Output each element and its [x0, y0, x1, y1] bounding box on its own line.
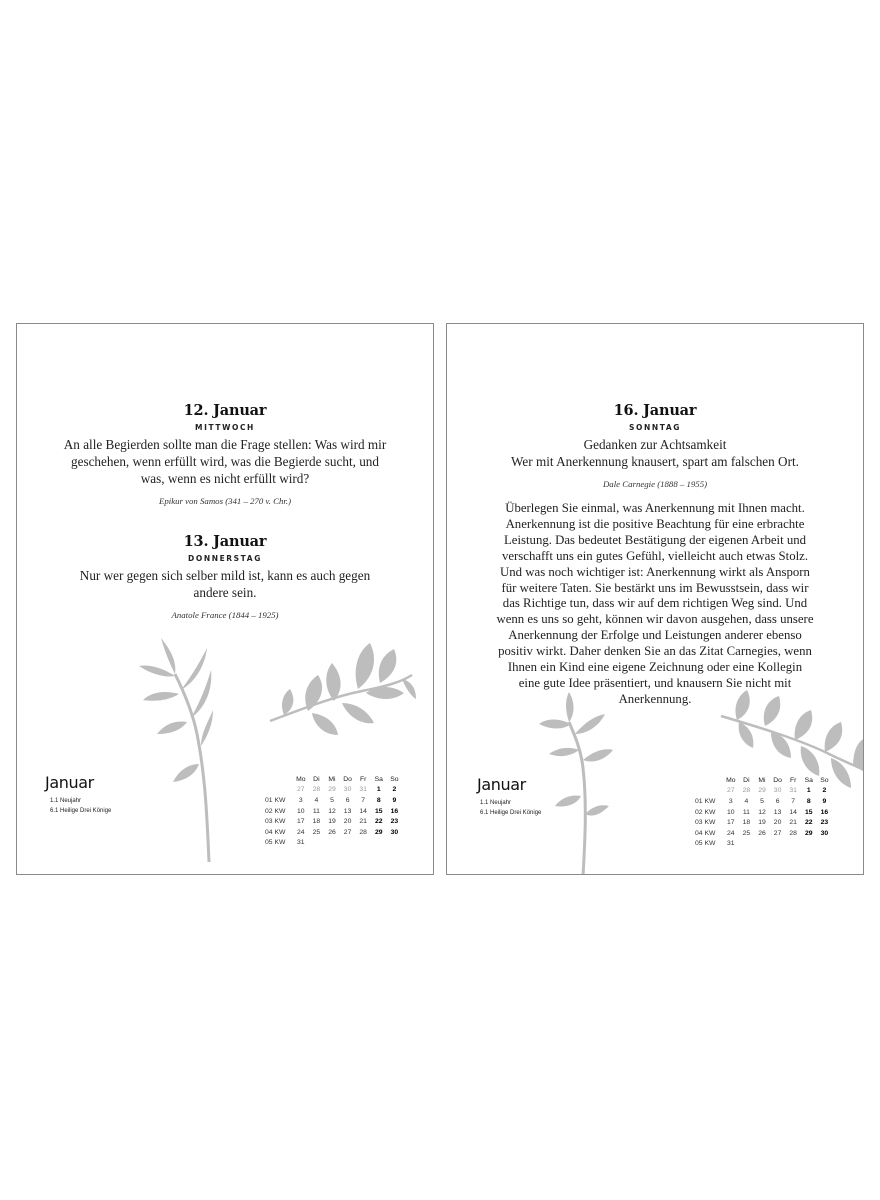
- calendar-day: 26: [758, 829, 766, 837]
- calendar-day: 13: [773, 808, 782, 816]
- reflection-line: Leistung. Das bedeutet Bestätigung der eigenen Arbeit und: [503, 532, 807, 547]
- quote-line: Gedanken zur Achtsamkeit: [583, 437, 727, 452]
- calendar-header-row: [695, 775, 832, 786]
- calendar-day: [754, 839, 770, 850]
- calendar-day: 12: [758, 808, 766, 816]
- calendar-weekday-header: Di: [743, 776, 750, 784]
- calendar-week-row: [695, 786, 832, 797]
- holiday-list: [50, 797, 111, 816]
- calendar-weekday-header: So: [820, 776, 829, 784]
- plant-stem-illustration: [535, 692, 615, 875]
- calendar-day: 12: [328, 807, 336, 815]
- calendar-day: 29: [804, 829, 813, 837]
- calendar-week-header: [695, 775, 723, 786]
- day-entry-12-januar: [17, 402, 433, 506]
- quote-line: andere sein.: [193, 585, 257, 600]
- calendar-day: 29: [374, 828, 383, 836]
- quote-author: Dale Carnegie (1888 – 1955): [602, 479, 708, 489]
- calendar-week-row: [265, 827, 402, 838]
- quote-line: was, wenn es nicht erfüllt wird?: [140, 471, 310, 486]
- holiday-list: [480, 799, 541, 818]
- calendar-day: 29: [758, 787, 766, 795]
- calendar-day: 9: [392, 796, 397, 804]
- reflection-line: verschafft uns ein gutes Gefühl, vielleicht auch etwas Stolz.: [501, 548, 809, 563]
- reflection-line: eine gute Idee präsentiert, und knausern Sie nicht mit: [518, 675, 792, 690]
- calendar-week-number: 01 KW: [695, 797, 716, 805]
- quote-line: Wer mit Anerkennung knausert, spart am falschen Ort.: [511, 454, 799, 469]
- calendar-day: 22: [804, 819, 813, 827]
- quote-line: Nur wer gegen sich selber mild ist, kann es auch gegen: [79, 568, 371, 583]
- calendar-weekday-header: Sa: [804, 776, 813, 784]
- calendar-week-row: [265, 816, 402, 827]
- calendar-day: 19: [328, 818, 336, 826]
- calendar-weekday-header: Mi: [328, 775, 336, 783]
- plant-stem-illustration: [135, 634, 215, 864]
- calendar-day: 1: [806, 787, 811, 795]
- calendar-day: 27: [297, 786, 305, 794]
- calendar-day: 2: [822, 787, 827, 795]
- calendar-weekday-header: Sa: [374, 775, 383, 783]
- reflection-line: für weitere Taten. Sie bestärkt uns im Bewusstsein, dass wir: [501, 580, 809, 595]
- reflection-line: positiv wirkt. Daher denken Sie an das Zitat Carnegies, wenn: [498, 644, 812, 659]
- calendar-day: 18: [742, 819, 751, 827]
- calendar-day: 30: [820, 829, 829, 837]
- calendar-week-number: 03 KW: [695, 819, 716, 827]
- calendar-day: 4: [744, 797, 749, 805]
- calendar-day: [801, 839, 817, 850]
- calendar-day: [817, 839, 833, 850]
- calendar-day: 27: [773, 829, 782, 837]
- calendar-day: [355, 838, 371, 849]
- calendar-day: 7: [361, 796, 366, 804]
- calendar-day: 3: [298, 796, 303, 804]
- calendar-week-row: [695, 807, 832, 818]
- calendar-day: [309, 838, 325, 849]
- reflection-line: das Richtige tun, dass wir auf dem richtigen Weg sind. Und: [502, 596, 808, 611]
- calendar-day: 30: [390, 828, 399, 836]
- calendar-day: 27: [727, 787, 735, 795]
- calendar-day: 9: [822, 797, 827, 805]
- calendar-day: 30: [773, 787, 782, 795]
- calendar-week-row: [695, 817, 832, 828]
- calendar-day: [340, 838, 356, 849]
- calendar-week-number: 01 KW: [265, 796, 286, 804]
- calendar-page-right: [446, 323, 864, 875]
- calendar-weekday-header: Fr: [789, 776, 797, 784]
- calendar-week-row: [695, 828, 832, 839]
- calendar-day: 18: [312, 818, 321, 826]
- calendar-week-number: 05 KW: [695, 840, 716, 848]
- calendar-day: [324, 838, 340, 849]
- holiday-item: 1.1 Neujahr: [50, 798, 82, 804]
- calendar-week-number: 04 KW: [265, 828, 286, 836]
- calendar-day: 8: [376, 796, 381, 804]
- calendar-week-row: [265, 806, 402, 817]
- calendar-day: 29: [328, 786, 336, 794]
- weekday-label: MITTWOCH: [195, 423, 255, 432]
- calendar-day: [387, 838, 403, 849]
- holiday-item: 1.1 Neujahr: [480, 800, 512, 806]
- calendar-week-row: [265, 785, 402, 796]
- calendar-week-row: [265, 795, 402, 806]
- calendar-day: 20: [773, 819, 782, 827]
- calendar-day: 4: [314, 796, 319, 804]
- calendar-header-row: [265, 774, 402, 785]
- calendar-day: 7: [791, 797, 796, 805]
- calendar-day: 16: [390, 807, 399, 815]
- calendar-day: 21: [359, 818, 367, 826]
- calendar-day: 25: [742, 829, 751, 837]
- calendar-week-number: 04 KW: [695, 829, 716, 837]
- calendar-day: 2: [392, 786, 397, 794]
- quote-text: [465, 436, 845, 470]
- calendar-day: 31: [297, 839, 305, 847]
- calendar-day: [739, 839, 755, 850]
- calendar-day: 10: [727, 808, 735, 816]
- calendar-weekday-header: Fr: [359, 775, 367, 783]
- calendar-day: 28: [312, 786, 321, 794]
- calendar-weekday-header: Do: [773, 776, 782, 784]
- calendar-day: 25: [312, 828, 321, 836]
- calendar-weekday-header: Do: [343, 775, 352, 783]
- calendar-week-number: 03 KW: [265, 818, 286, 826]
- calendar-day: 19: [758, 819, 766, 827]
- calendar-week-row: [695, 796, 832, 807]
- calendar-day: 17: [297, 818, 305, 826]
- calendar-day: [785, 839, 801, 850]
- calendar-day: 10: [297, 807, 305, 815]
- calendar-page-left: [16, 323, 434, 875]
- reflection-line: Anerkennung.: [618, 691, 692, 706]
- leaf-branch-illustration: [262, 639, 417, 739]
- calendar-weekday-header: Di: [313, 775, 320, 783]
- holiday-item: 6.1 Heilige Drei Könige: [50, 807, 112, 814]
- quote-line: geschehen, wenn erfüllt wird, was die Begierde sucht, und: [71, 454, 379, 469]
- day-entry-13-januar: [17, 533, 433, 620]
- calendar-day: 11: [312, 807, 320, 815]
- calendar-weekday-header: Mo: [726, 776, 736, 784]
- calendar-week-row: [265, 838, 402, 849]
- calendar-day: 23: [390, 818, 399, 826]
- calendar-week-number: 02 KW: [265, 807, 286, 815]
- calendar-day: 31: [359, 786, 367, 794]
- quote-author: Anatole France (1844 – 1925): [171, 610, 279, 620]
- calendar-day: 26: [328, 828, 336, 836]
- calendar-week-header: [265, 774, 293, 785]
- holiday-item: 6.1 Heilige Drei Könige: [480, 809, 542, 816]
- calendar-day: 14: [359, 807, 367, 815]
- reflection-text: [455, 501, 855, 708]
- mini-month-calendar: [695, 775, 832, 849]
- calendar-day: 24: [727, 829, 735, 837]
- calendar-day: 15: [374, 807, 383, 815]
- calendar-day: 28: [742, 787, 751, 795]
- calendar-day: 27: [343, 828, 352, 836]
- mini-month-calendar: [265, 774, 402, 848]
- reflection-line: Ihnen ein Kind eine eigene Zeichnung oder eine Kollegin: [507, 660, 803, 675]
- calendar-week-number: [265, 785, 293, 796]
- calendar-day: 6: [775, 797, 780, 805]
- calendar-week-number: 05 KW: [265, 839, 286, 847]
- date-heading: 13. Januar: [183, 533, 267, 550]
- reflection-line: wenn es uns so geht, können wir davon ausgehen, dass unsere: [496, 612, 814, 627]
- calendar-day: 13: [343, 807, 352, 815]
- quote-text: [45, 436, 405, 487]
- day-entry-16-januar: [447, 402, 863, 708]
- calendar-day: 1: [376, 786, 381, 794]
- calendar-day: 8: [806, 797, 811, 805]
- calendar-day: 11: [742, 808, 750, 816]
- date-heading: 16. Januar: [613, 402, 697, 419]
- calendar-week-number: 02 KW: [695, 808, 716, 816]
- calendar-day: 17: [727, 819, 735, 827]
- calendar-weekday-header: So: [390, 775, 399, 783]
- calendar-day: 24: [297, 828, 305, 836]
- calendar-day: 28: [359, 828, 367, 836]
- calendar-week-row: [695, 839, 832, 850]
- calendar-weekday-header: Mi: [758, 776, 766, 784]
- calendar-day: 23: [820, 819, 829, 827]
- quote-line: An alle Begierden sollte man die Frage stellen: Was wird mir: [63, 437, 387, 452]
- reflection-line: Überlegen Sie einmal, was Anerkennung mit Ihnen macht.: [505, 501, 805, 515]
- calendar-day: 14: [789, 808, 797, 816]
- calendar-weekday-header: Mo: [296, 775, 306, 783]
- calendar-day: 3: [728, 797, 733, 805]
- calendar-day: 21: [789, 819, 797, 827]
- calendar-day: 20: [343, 818, 352, 826]
- calendar-day: 16: [820, 808, 829, 816]
- calendar-day: [371, 838, 387, 849]
- calendar-day: 31: [727, 840, 735, 848]
- calendar-day: 30: [343, 786, 352, 794]
- calendar-day: 15: [804, 808, 813, 816]
- calendar-day: [770, 839, 786, 850]
- month-title: Januar: [45, 773, 94, 792]
- calendar-day: 6: [345, 796, 350, 804]
- quote-author: Epikur von Samos (341 – 270 v. Chr.): [158, 496, 292, 506]
- reflection-line: Anerkennung ist die positive Beachtung für eine erbrachte: [505, 516, 805, 531]
- calendar-day: 22: [374, 818, 383, 826]
- calendar-day: 5: [330, 796, 334, 804]
- reflection-line: Und was noch wichtiger ist: Anerkennung wirkt als Ansporn: [500, 564, 810, 579]
- weekday-label: SONNTAG: [628, 423, 682, 432]
- quote-text: [45, 567, 405, 601]
- date-heading: 12. Januar: [183, 402, 267, 419]
- month-title: Januar: [477, 775, 526, 794]
- calendar-day: 28: [789, 829, 797, 837]
- weekday-label: DONNERSTAG: [188, 554, 262, 563]
- calendar-day: 31: [789, 787, 797, 795]
- reflection-line: Anerkennung der Erfolge und Leistungen anderer ebenso: [508, 628, 802, 643]
- calendar-day: 5: [760, 797, 764, 805]
- calendar-week-number: [695, 786, 723, 797]
